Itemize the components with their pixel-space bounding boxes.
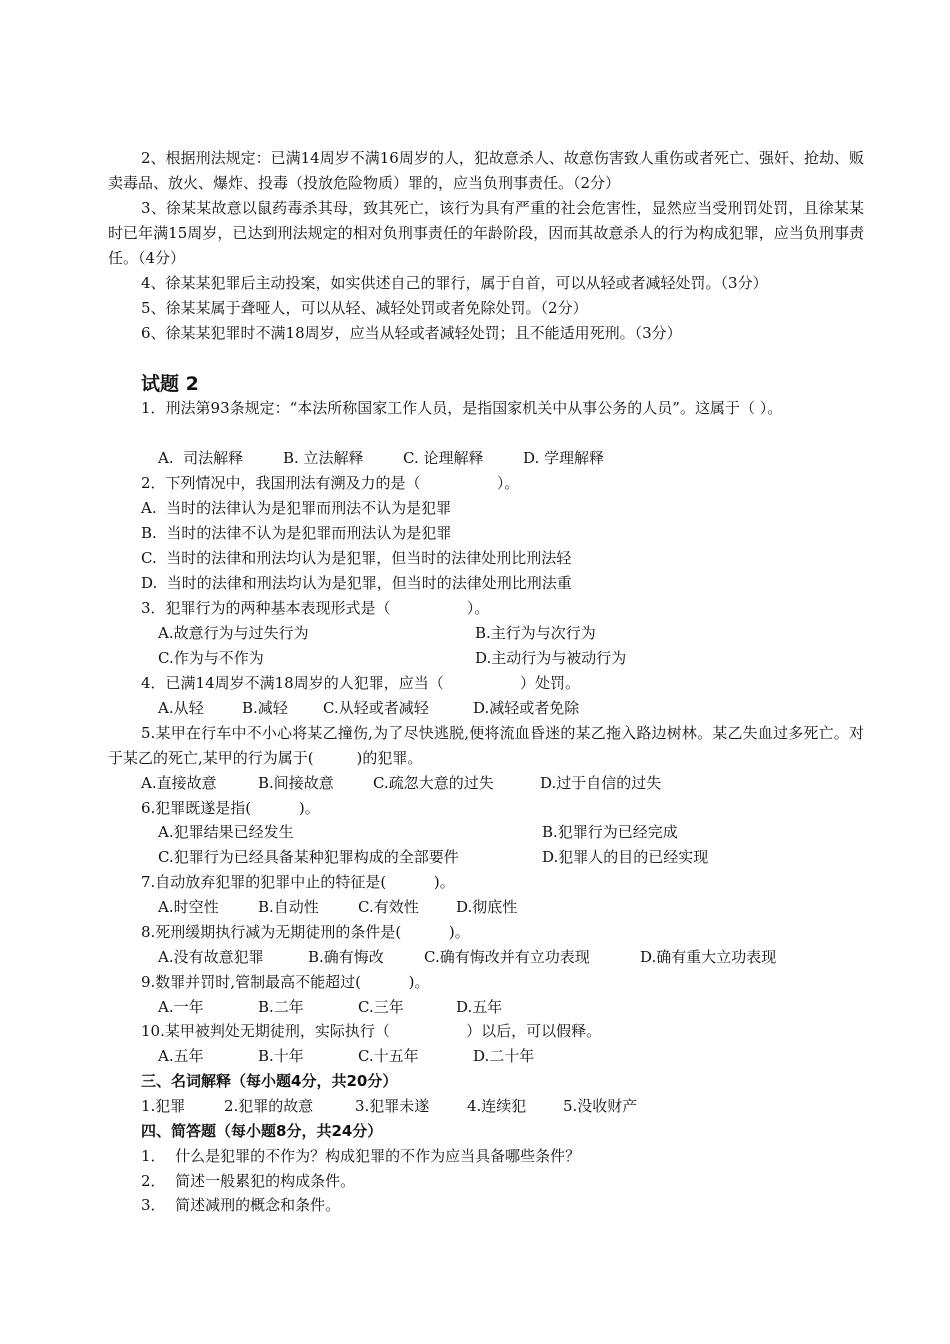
option-a: A.一年 (158, 998, 204, 1016)
option-d: D.过于自信的过失 (540, 774, 662, 792)
option-c: C.作为与不作为 (158, 649, 264, 667)
question-7-options (0, 895, 950, 920)
question-8: 8.死刑缓期执行减为无期徒刑的条件是( )。 (141, 923, 470, 941)
question-9-options (0, 995, 950, 1020)
answer-6: 6、徐某某犯罪时不满18周岁，应当从轻或者减轻处罚；且不能适用死刑。（3分） (141, 324, 682, 342)
question-7: 7.自动放弃犯罪的犯罪中止的特征是( )。 (141, 873, 455, 891)
option-b: B. 立法解释 (283, 449, 364, 467)
section-3-terms (0, 1094, 950, 1119)
option-b: B.十年 (258, 1047, 304, 1065)
option-b: B.确有悔改 (308, 948, 384, 966)
short-answer-3: 3． 简述减刑的概念和条件。 (141, 1196, 341, 1214)
answer-3: 3、徐某某故意以鼠药毒杀其母，致其死亡，该行为具有严重的社会危害性，显然应当受刑罚处罚，且徐某某时已年满15周岁，已达到刑法规定的相对负刑事责任的年龄阶段，因而其故意杀人的行为构成犯罪，应当负刑事责任。（4分） (108, 199, 864, 267)
option-c: C.从轻或者减轻 (323, 699, 429, 717)
option-b: B.自动性 (258, 898, 319, 916)
term-1: 1.犯罪 (141, 1097, 186, 1115)
question-9: 9.数罪并罚时,管制最高不能超过( )。 (141, 973, 430, 991)
option-d: D. 学理解释 (523, 449, 605, 467)
answer-5: 5、徐某某属于聋哑人，可以从轻、减轻处罚或者免除处罚。（2分） (141, 299, 588, 317)
question-4-options (0, 696, 950, 721)
question-6-options-row-2 (0, 845, 950, 870)
question-1: 1．刑法第93条规定：“本法所称国家工作人员，是指国家机关中从事公务的人员”。这属于（ ）。 (141, 399, 783, 417)
question-3-options-row-2 (0, 646, 950, 671)
question-3-options-row-1 (0, 621, 950, 646)
question-1-options (0, 446, 950, 471)
option-d: D.主动行为与被动行为 (475, 649, 627, 667)
term-4: 4.连续犯 (467, 1097, 527, 1115)
option-b: B.犯罪行为已经完成 (542, 823, 678, 841)
question-5-options (0, 771, 950, 796)
question-5: 5.某甲在行车中不小心将某乙撞伤,为了尽快逃脱,便将流血昏迷的某乙拖入路边树林。某乙失血过多死亡。对于某乙的死亡,某甲的行为属于( )的犯罪。 (108, 724, 864, 767)
option-a: A.故意行为与过失行为 (158, 624, 309, 642)
option-c: C.疏忽大意的过失 (373, 774, 494, 792)
term-3: 3.犯罪未遂 (355, 1097, 430, 1115)
option-d: D.彻底性 (456, 898, 518, 916)
term-2: 2.犯罪的故意 (224, 1097, 314, 1115)
option-d: D.犯罪人的目的已经实现 (542, 848, 709, 866)
option-a: A.没有故意犯罪 (158, 948, 264, 966)
section-3-heading: 三、名词解释（每小题4分，共20分） (141, 1072, 398, 1090)
option-c: C. 论理解释 (403, 449, 484, 467)
short-answer-2: 2． 简述一般累犯的构成条件。 (141, 1172, 356, 1190)
question-6: 6.犯罪既遂是指( )。 (141, 799, 320, 817)
option-c: C.十五年 (358, 1047, 419, 1065)
option-b: B.二年 (258, 998, 304, 1016)
option-a: A.犯罪结果已经发生 (158, 823, 294, 841)
test-2-heading: 试题 2 (141, 373, 199, 395)
option-b: B.减轻 (242, 699, 288, 717)
option-c: C.三年 (358, 998, 404, 1016)
question-2-option-b: B. 当时的法律不认为是犯罪而刑法认为是犯罪 (141, 524, 452, 542)
option-d: D.减轻或者免除 (473, 699, 580, 717)
option-d: D.五年 (456, 998, 503, 1016)
option-a: A.时空性 (158, 898, 219, 916)
term-5: 5.没收财产 (563, 1097, 638, 1115)
question-2-option-a: A. 当时的法律认为是犯罪而刑法不认为是犯罪 (141, 499, 452, 517)
option-a: A.从轻 (158, 699, 204, 717)
question-2-option-d: D. 当时的法律和刑法均认为是犯罪，但当时的法律处刑比刑法重 (141, 574, 572, 592)
option-b: B.间接故意 (258, 774, 334, 792)
question-10: 10.某甲被判处无期徒刑，实际执行（ ）以后，可以假释。 (141, 1022, 602, 1040)
option-a: A. 司法解释 (158, 449, 244, 467)
short-answer-1: 1． 什么是犯罪的不作为？构成犯罪的不作为应当具备哪些条件？ (141, 1147, 581, 1165)
option-a: A.五年 (158, 1047, 204, 1065)
question-10-options (0, 1044, 950, 1069)
question-3: 3．犯罪行为的两种基本表现形式是（ ）。 (141, 599, 490, 617)
answer-4: 4、徐某某犯罪后主动投案，如实供述自己的罪行，属于自首，可以从轻或者减轻处罚。（3分） (141, 274, 768, 292)
question-6-options-row-1 (0, 820, 950, 845)
option-d: D.二十年 (473, 1047, 535, 1065)
question-2: 2．下列情况中，我国刑法有溯及力的是（ ）。 (141, 474, 520, 492)
section-4-heading: 四、简答题（每小题8分，共24分） (141, 1122, 383, 1140)
option-c: C.有效性 (358, 898, 419, 916)
question-4: 4．已满14周岁不满18周岁的人犯罪，应当（ ）处罚。 (141, 674, 581, 692)
question-2-option-c: C. 当时的法律和刑法均认为是犯罪，但当时的法律处刑比刑法轻 (141, 549, 572, 567)
option-d: D.确有重大立功表现 (640, 948, 777, 966)
option-c: C.确有悔改并有立功表现 (424, 948, 590, 966)
option-b: B.主行为与次行为 (475, 624, 596, 642)
answer-2: 2、根据刑法规定：已满14周岁不满16周岁的人，犯故意杀人、故意伤害致人重伤或者死亡、强奸、抢劫、贩卖毒品、放火、爆炸、投毒（投放危险物质）罪的，应当负刑事责任。（2分） (108, 149, 864, 192)
option-a: A.直接故意 (141, 774, 217, 792)
question-8-options (0, 945, 950, 970)
option-c: C.犯罪行为已经具备某种犯罪构成的全部要件 (158, 848, 459, 866)
